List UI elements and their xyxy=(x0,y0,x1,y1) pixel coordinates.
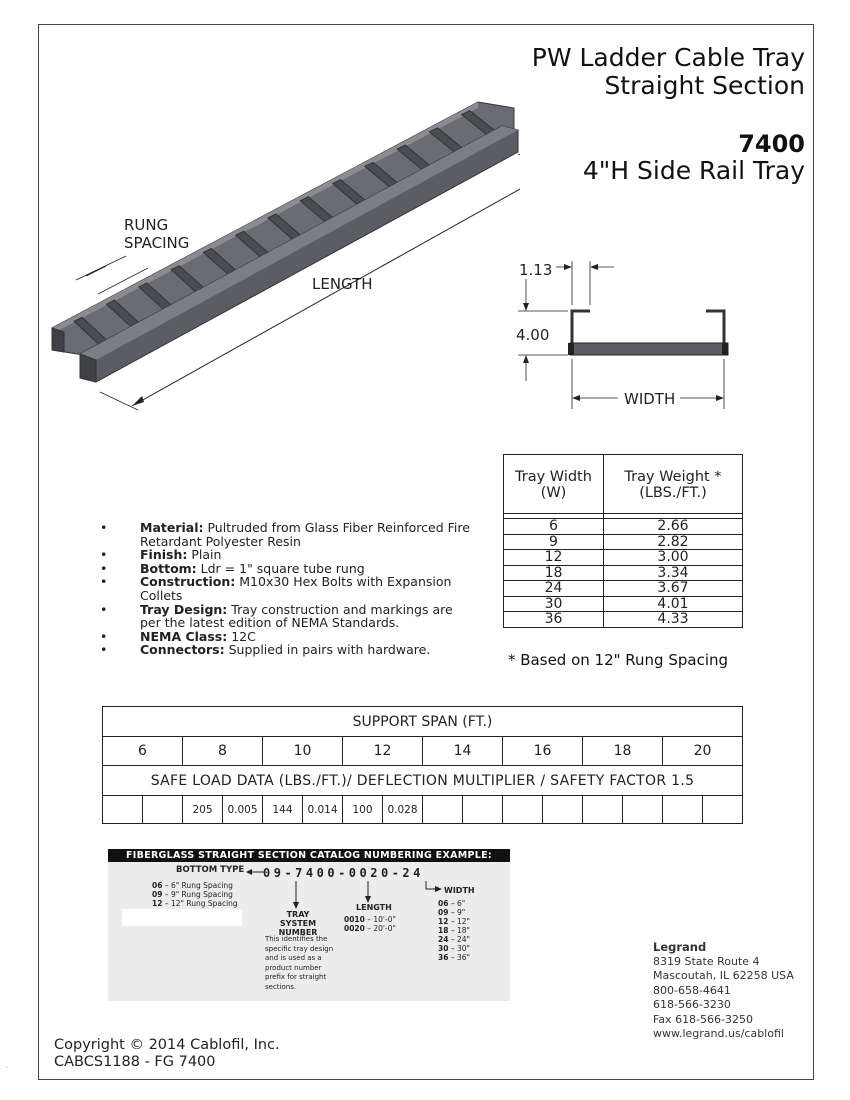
code: 24 xyxy=(438,935,449,944)
dim-4-00: 4.00 xyxy=(516,326,550,344)
deflection-cell xyxy=(463,796,503,824)
arrow-head xyxy=(365,896,371,903)
tray-system-label xyxy=(270,910,326,937)
arrow-head xyxy=(435,886,442,892)
arrow-head xyxy=(572,395,580,401)
dim-1-13: 1.13 xyxy=(519,261,553,279)
weight-cell: 2.82 xyxy=(604,534,743,550)
desc: – 12" xyxy=(448,917,470,926)
rung-spacing-arrow xyxy=(86,266,106,276)
list-item xyxy=(344,924,396,933)
support-span-table xyxy=(102,706,743,824)
list-item xyxy=(438,899,470,908)
list-item xyxy=(100,643,470,657)
list-item xyxy=(438,953,470,962)
ladder-tray-drawing xyxy=(40,90,520,420)
left-bolt xyxy=(568,343,574,355)
load-cell: 205 xyxy=(183,796,223,824)
span-values-row xyxy=(103,737,743,766)
table-row xyxy=(504,612,743,628)
col-tray-width-label: Tray Width (W) xyxy=(515,469,592,501)
deflection-cell xyxy=(703,796,743,824)
list-item xyxy=(438,944,470,953)
title-line-1: PW Ladder Cable Tray xyxy=(531,43,805,72)
spec-label: Bottom: xyxy=(140,560,197,576)
desc: – 30" xyxy=(448,944,470,953)
code: 0010 xyxy=(344,915,365,924)
copyright: Copyright © 2014 Cablofil, Inc. xyxy=(54,1037,280,1053)
spec-text: Ldr = 1" square tube rung xyxy=(196,560,365,576)
length-label: LENGTH xyxy=(312,275,373,293)
code: 12 xyxy=(438,917,449,926)
width-cell: 12 xyxy=(504,550,604,566)
blank-box xyxy=(122,909,242,926)
spec-label: Construction: xyxy=(140,574,236,590)
desc: – 9" Rung Spacing xyxy=(162,890,233,899)
arrow-head xyxy=(293,902,299,909)
document-number: CABCS1188 - FG 7400 xyxy=(54,1054,216,1070)
span-cell: 12 xyxy=(343,737,423,766)
list-item xyxy=(438,926,470,935)
width-cell: 36 xyxy=(504,612,604,628)
arrow-head xyxy=(590,264,598,270)
weight-cell: 3.67 xyxy=(604,581,743,597)
desc: – 6" xyxy=(448,899,466,908)
span-cell: 16 xyxy=(503,737,583,766)
bottom-type-label: BOTTOM TYPE xyxy=(176,865,245,875)
list-item xyxy=(100,630,470,644)
tray-system-label-1: TRAY SYSTEM xyxy=(279,910,317,928)
bullet: • xyxy=(100,547,108,563)
spec-label: NEMA Class: xyxy=(140,628,228,644)
desc: – 20'-0" xyxy=(364,924,396,933)
weight-footnote: * Based on 12" Rung Spacing xyxy=(508,651,729,669)
list-item xyxy=(100,575,470,602)
width-cell: 6 xyxy=(504,519,604,535)
list-item xyxy=(152,899,238,908)
length-code-label: LENGTH xyxy=(356,903,392,912)
list-item xyxy=(438,917,470,926)
model-description: 4"H Side Rail Tray xyxy=(582,156,805,185)
address-line-1: 8319 State Route 4 xyxy=(653,954,760,968)
table-row xyxy=(504,581,743,597)
catalog-numbering-box xyxy=(108,849,510,1001)
length-code-list xyxy=(344,915,396,933)
width-cell: 30 xyxy=(504,596,604,612)
address-line-2: Mascoutah, IL 62258 USA xyxy=(653,969,794,982)
list-item xyxy=(100,521,470,548)
bullet: • xyxy=(100,642,108,658)
bullet: • xyxy=(100,628,108,644)
rung-spacing-label xyxy=(124,216,189,252)
title-line-2: Straight Section xyxy=(604,71,805,100)
deflection-cell: 0.005 xyxy=(223,796,263,824)
table-row xyxy=(504,565,743,581)
code: 09 xyxy=(152,890,163,899)
phone-1: 800-658-4641 xyxy=(653,983,731,997)
span-cell: 10 xyxy=(263,737,343,766)
width-label: WIDTH xyxy=(624,390,676,408)
bullet: • xyxy=(100,520,108,535)
spec-label: Tray Design: xyxy=(140,601,228,617)
arrow-head xyxy=(716,395,724,401)
spec-text: Pultruded from Glass Fiber Reinforced Fire Retardant Polyester Resin xyxy=(140,520,470,549)
load-cell xyxy=(583,796,623,824)
margin-mark: - xyxy=(6,1064,9,1071)
spec-text: Plain xyxy=(187,547,222,563)
tray-system-description: This identifies the specific tray design and is used as a product number prefix for straight sections. xyxy=(265,935,334,991)
deflection-cell xyxy=(543,796,583,824)
load-cell xyxy=(103,796,143,824)
fax: Fax 618-566-3250 xyxy=(653,1012,753,1026)
load-cell xyxy=(143,796,183,824)
table-row xyxy=(504,596,743,612)
list-item xyxy=(438,908,470,917)
company-address xyxy=(653,940,794,1042)
col-tray-weight-label: Tray Weight * (LBS./FT.) xyxy=(624,469,722,501)
spec-text: M10x30 Hex Bolts with Expansion Collets xyxy=(140,574,452,603)
catalog-heading: FIBERGLASS STRAIGHT SECTION CATALOG NUMBERING EXAMPLE: xyxy=(108,849,510,862)
span-cell: 20 xyxy=(663,737,743,766)
list-item xyxy=(152,881,238,890)
weight-cell: 3.00 xyxy=(604,550,743,566)
load-cell xyxy=(503,796,543,824)
table-row xyxy=(504,550,743,566)
code: 18 xyxy=(438,926,449,935)
back-rail-end-face xyxy=(52,328,64,352)
width-code-label: WIDTH xyxy=(444,886,475,895)
list-item xyxy=(100,548,470,562)
load-cell xyxy=(663,796,703,824)
table-row xyxy=(504,534,743,550)
deflection-cell: 0.014 xyxy=(303,796,343,824)
back-rail-top xyxy=(52,102,478,334)
weight-table-header xyxy=(504,455,743,514)
width-cell: 24 xyxy=(504,581,604,597)
load-cell: 144 xyxy=(263,796,303,824)
code: 06 xyxy=(438,899,449,908)
list-item xyxy=(100,562,470,576)
col-tray-width xyxy=(504,455,604,514)
tray-weight-table xyxy=(503,454,743,628)
spec-list xyxy=(100,521,470,657)
length-ext-left xyxy=(100,392,138,410)
phone-2: 618-566-3230 xyxy=(653,998,731,1011)
bullet: • xyxy=(100,601,108,617)
arrow-head xyxy=(523,355,529,363)
code: 36 xyxy=(438,953,449,962)
length-arrow-left xyxy=(132,396,144,406)
rung-spacing-label-1: RUNG xyxy=(124,216,169,234)
spec-text: Tray construction and markings are per the latest edition of NEMA Standards. xyxy=(140,601,453,631)
width-code-list xyxy=(438,899,470,962)
desc: – 6" Rung Spacing xyxy=(162,881,233,890)
footer xyxy=(54,1037,280,1071)
spec-text: Supplied in pairs with hardware. xyxy=(224,642,431,658)
website-link[interactable]: www.legrand.us/cablofil xyxy=(653,1027,784,1040)
company-name: Legrand xyxy=(653,940,707,954)
arrow-head xyxy=(564,264,572,270)
code: 12 xyxy=(152,899,163,908)
product-title xyxy=(532,44,805,100)
code: 09 xyxy=(438,908,449,917)
bottom-type-list xyxy=(152,881,238,908)
model-number: 7400 xyxy=(738,130,805,158)
rung-bar xyxy=(570,343,728,355)
weight-cell: 2.66 xyxy=(604,519,743,535)
code: 0020 xyxy=(344,924,365,933)
length-ext-right xyxy=(518,154,520,170)
deflection-cell: 0.028 xyxy=(383,796,423,824)
span-cell: 8 xyxy=(183,737,263,766)
safe-load-row xyxy=(103,766,743,796)
bullet: • xyxy=(100,560,108,576)
spec-text: 12C xyxy=(227,628,256,644)
support-span-header: SUPPORT SPAN (FT.) xyxy=(103,707,743,737)
right-bolt xyxy=(722,343,728,355)
list-item xyxy=(152,890,238,899)
spec-label: Finish: xyxy=(140,547,188,563)
code: 30 xyxy=(438,944,449,953)
table-row xyxy=(504,519,743,535)
arrow-head xyxy=(523,303,529,311)
bullet: • xyxy=(100,574,108,590)
support-span-header-row xyxy=(103,707,743,737)
code: 06 xyxy=(152,881,163,890)
col-tray-weight xyxy=(604,455,743,514)
width-cell: 9 xyxy=(504,534,604,550)
list-item xyxy=(100,603,470,630)
span-cell: 14 xyxy=(423,737,503,766)
width-cell: 18 xyxy=(504,565,604,581)
tray-system-label-2: NUMBER xyxy=(278,928,318,937)
rung-spacing-label-2: SPACING xyxy=(124,234,190,252)
desc: – 18" xyxy=(448,926,470,935)
load-cell: 100 xyxy=(343,796,383,824)
span-cell: 18 xyxy=(583,737,663,766)
desc: – 36" xyxy=(448,953,470,962)
spec-label: Material: xyxy=(140,520,204,535)
safe-load-header: SAFE LOAD DATA (LBS./FT.)/ DEFLECTION MULTIPLIER / SAFETY FACTOR 1.5 xyxy=(103,766,743,796)
desc: – 10'-0" xyxy=(364,915,396,924)
desc: – 9" xyxy=(448,908,466,917)
spec-label: Connectors: xyxy=(140,642,225,658)
weight-cell: 3.34 xyxy=(604,565,743,581)
span-cell: 6 xyxy=(103,737,183,766)
weight-cell: 4.33 xyxy=(604,612,743,628)
load-cell xyxy=(423,796,463,824)
deflection-cell xyxy=(623,796,663,824)
desc: – 12" Rung Spacing xyxy=(162,899,238,908)
list-item xyxy=(438,935,470,944)
list-item xyxy=(344,915,396,924)
desc: – 24" xyxy=(448,935,470,944)
catalog-number-example: 09-7400-0020-24 xyxy=(263,866,424,880)
weight-cell: 4.01 xyxy=(604,596,743,612)
load-data-row xyxy=(103,796,743,824)
